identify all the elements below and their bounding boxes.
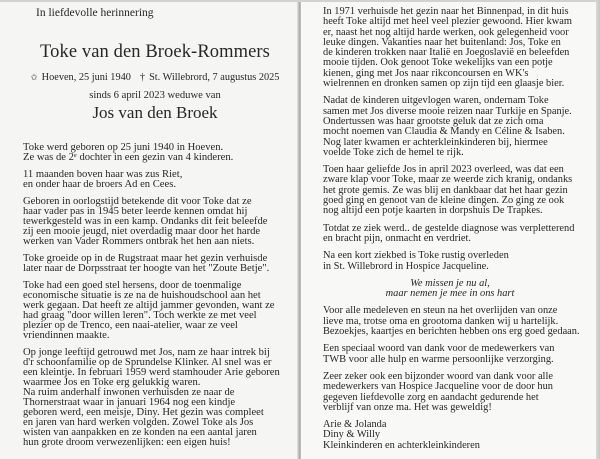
memorial-quote: We missen je nu al, maar nemen je mee in ons hart [385, 277, 515, 300]
death-place-date: St. Willebrord, 7 augustus 2025 [149, 72, 280, 83]
card-left-page [0, 0, 299, 459]
biography-paragraph: Nadat de kinderen uitgevlogen waren, ondernam Toke samen met Jos diverse mooie reizen naar Turkije en Spanje. Ondertussen was haar grootste geluk dat ze zich oma mocht noemen van Claudia & Mandy en Céline & Isaben. Nog later kwamen er achterkleinkinderen bij, hiermee voelde Toke zich de hemel te rijk. [323, 95, 572, 158]
biography-intro-text: Toke werd geboren op 25 juni 1940 in Hoeven. Ze was de 2 [23, 142, 224, 163]
widow-of-label: sinds 6 april 2023 weduwe van [89, 90, 221, 101]
biography-paragraph: Op jonge leeftijd getrouwd met Jos, nam ze haar intrek bij d'r schoonfamilie op de Sprundelse Klinker. Al snel was er een kleintje. In februari 1959 werd stamhouder Arie geboren waarmee Jos en Toke erg gelukkig waren. Na ruim anderhalf inwonen verhuisden ze naar de Thornerstraat waar in januari 1964 nog een kindje geboren werd, een meisje, Diny. Het gezin was compleet en jaren van hard werken volgden. Zowel Toke als Jos wisten van aanpakken en ze konden na een aantal jaren hun grote droom verwezenlijken: een eigen huis! [23, 347, 280, 448]
biography-intro [23, 143, 293, 163]
deceased-name: Toke van den Broek-Rommers [40, 42, 270, 62]
life-dates [10, 72, 299, 84]
paper-edge-top [0, 0, 600, 2]
thanks-paragraph: Zeer zeker ook een bijzonder woord van dank voor alle medewerkers van Hospice Jacqueline voor de door hun gegeven liefdevolle zorg en aandacht gedurende het verblijf van onze ma. Het was geweldig! [323, 370, 553, 413]
biography-intro-text-end: dochter in een gezin van 4 kinderen. [76, 152, 234, 163]
paper-edge-right [596, 0, 600, 459]
biography-paragraph: Toen haar geliefde Jos in april 2023 overleed, was dat een zware klap voor Toke, maar ze weerde zich kranig, ondanks het grote gemis. Ze was blij en dankbaar dat het haar gezin goed ging en genoot van de kleine dingen. Zo ging ze ook nog altijd een potje kaarten in dorpshuis De Trapkes. [323, 164, 573, 217]
thanks-paragraph: Voor alle medeleven en steun na het overlijden van onze lieve ma, trotse oma en grootoma danken wij u hartelijk. Bezoekjes, kaartjes en berichten hebben ons erg goed gedaan. [323, 305, 580, 338]
dedication-heading: In liefdevolle herinnering [36, 7, 154, 19]
signature-block: Arie & Jolanda Diny & Willy Kleinkinderen en achterkleinkinderen [323, 419, 480, 451]
biography-paragraph: 11 maanden boven haar was zus Riet, en onder haar de broers Ad en Cees. [23, 169, 183, 190]
biography-paragraph: Na een kort ziekbed is Toke rustig overleden in St. Willebrord in Hospice Jacqueline. [323, 250, 509, 272]
biography-column-left [23, 143, 293, 455]
birth-place-date: Hoeven, 25 juni 1940 [41, 72, 131, 83]
ordinal-superscript: e [73, 152, 77, 160]
biography-paragraph: In 1971 verhuisde het gezin naar het Binnenpad, in dit huis heeft Toke altijd met heel veel plezier gewoond. Hier kwam er, naast het nog altijd harde werken, ook gelegenheid voor leuke dingen. Vakanties naar het buitenland: Jos, Toke en de kinderen trokken naar Italië en Joegoslavië en beleefden mooie tijden. Ook genoot Toke wekelijks van een potje kienen, ging met Jos naar rikconcoursen en WK's wielrennen en dronken samen op zijn tijd een glaasje bier. [323, 6, 572, 90]
spouse-name: Jos van den Broek [92, 103, 218, 122]
card-right-page [301, 0, 596, 459]
birth-star-icon: ✩ [30, 73, 38, 83]
biography-column-right [323, 6, 580, 458]
biography-paragraph: Totdat ze ziek werd.. de gestelde diagnose was verpletterend en bracht pijn, onmacht en verdriet. [323, 222, 575, 244]
biography-paragraph: Toke groeide op in de Rugstraat maar het gezin verhuisde later naar de Dorpsstraat ter hoogte van het "Zoute Betje". [23, 253, 270, 274]
biography-paragraph: Geboren in oorlogstijd betekende dit voor Toke dat ze haar vader pas in 1945 beter leerde kennen omdat hij tewerkgesteld was in een kamp. Ondanks dit feit beleefde zij een mooie jeugd, niet overdadig maar door het harde werken van Vader Rommers ontbrak het hen aan niets. [23, 196, 268, 247]
thanks-paragraph: Een speciaal woord van dank voor de medewerkers van TWB voor alle hulp en warme persoonlijke verzorging. [323, 343, 555, 365]
biography-paragraph: Toke had een goed stel hersens, door de toenmalige economische situatie is ze na de huishoudschool aan het werk gegaan. Dat heeft ze altijd jammer gevonden, want ze had graag "door willen leren". Toch werkte ze met veel plezier op de Trenco, een naai-atelier, waar ze veel vriendinnen maakte. [23, 280, 275, 341]
death-cross-icon: † [139, 72, 146, 83]
